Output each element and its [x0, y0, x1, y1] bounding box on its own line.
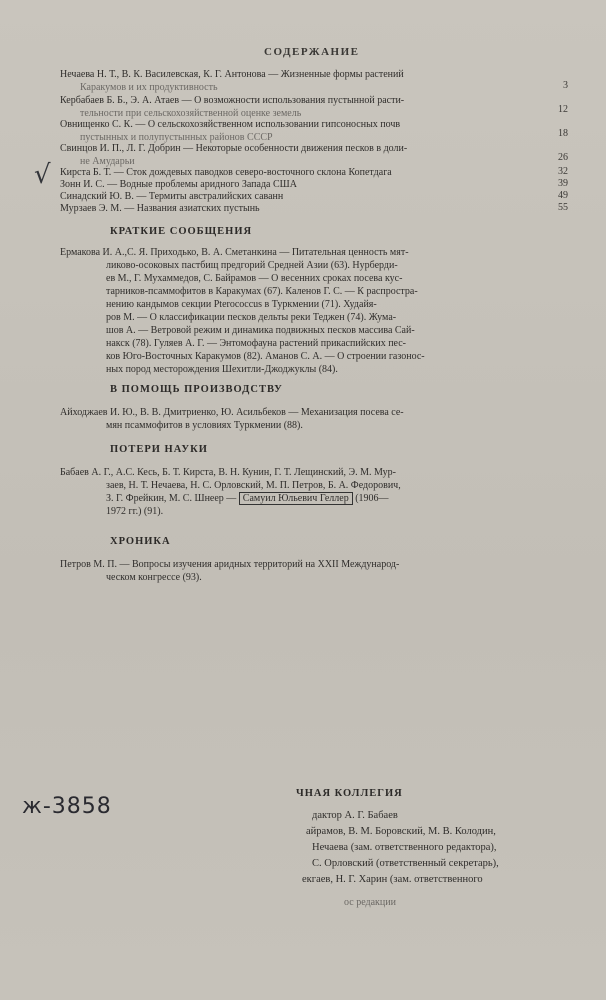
contents-entry-line: Свинцов И. П., Л. Г. Добрин — Некоторые особенности движения песков в доли-	[60, 143, 408, 154]
text-line: накск (78). Гуляев А. Г. — Энтомофауна растений прикаспийских пес-	[106, 338, 407, 349]
contents-page: 39	[558, 178, 568, 189]
contents-page: 55	[558, 202, 568, 213]
text-line: тарников-псаммофитов в Каракумах (67). Каленов Г. С. — К распростра-	[106, 286, 418, 297]
editorial-board-list	[302, 808, 499, 888]
text-line: дактор А. Г. Бабаев	[312, 810, 398, 821]
short-reports-title: КРАТКИЕ СООБЩЕНИЯ	[110, 226, 253, 237]
contents-page: 12	[558, 104, 568, 115]
science-losses-text	[60, 466, 401, 518]
contents-entry: Зонн И. С. — Водные проблемы аридного Запада США	[60, 179, 297, 190]
text-line: ков Юго-Восточных Каракумов (82). Аманов С. А. — О строении газонос-	[106, 351, 425, 362]
contents-entry-line: Каракумов и их продуктивность	[80, 82, 218, 93]
contents-entry-line: Овнищенко С. К. — О сельскохозяйственном использовании гипсоносных почв	[60, 119, 401, 130]
text-line: Нечаева (зам. ответственного редактора),	[312, 842, 497, 853]
short-reports-text	[60, 246, 425, 376]
contents-page: 49	[558, 190, 568, 201]
text-line: ев М., Г. Мухаммедов, С. Байрамов — О весенних сроках посева кус-	[106, 273, 403, 284]
chronicle-title: ХРОНИКА	[110, 536, 171, 547]
contents-entry	[60, 142, 407, 168]
contents-entry: Синадский Ю. В. — Термиты австралийских саванн	[60, 191, 284, 202]
contents-page: 3	[563, 80, 568, 91]
production-help-text	[60, 406, 404, 432]
boxed-name: Самуил Юльевич Геллер	[239, 492, 353, 505]
contents-entry-line: не Амударьи	[80, 156, 135, 167]
contents-page: 26	[558, 152, 568, 163]
science-losses-title: ПОТЕРИ НАУКИ	[110, 444, 208, 455]
production-help-title: В ПОМОЩЬ ПРОИЗВОДСТВУ	[110, 384, 283, 395]
text-line: нению кандымов секции Pterococcus в Туркмении (71). Худайя-	[106, 299, 377, 310]
text-line: ров М. — О классификации песков дельты реки Теджен (74). Жума-	[106, 312, 397, 323]
contents-entry-line: тельности при сельскохозяйственной оценке земель	[80, 108, 302, 119]
contents-entry-line: пустынных и полупустынных районов СССР	[80, 132, 273, 143]
contents-entry-line: Нечаева Н. Т., В. К. Василевская, К. Г. Антонова — Жизненные формы растений	[60, 69, 404, 80]
text-line: С. Орловский (ответственный секретарь),	[312, 858, 499, 869]
chronicle-text	[60, 558, 399, 584]
text-line: ликово-осоковых пастбищ предгорий Средней Азии (63). Нурберди-	[106, 260, 398, 271]
text-line: 1972 гг.) (91).	[106, 506, 164, 517]
text-line: заев, Н. Т. Нечаева, Н. С. Орловский, М. П. Петров, Б. А. Федорович,	[106, 480, 401, 491]
contents-page: 32	[558, 166, 568, 177]
editorial-footer: ос редакции	[344, 897, 396, 908]
contents-entry: Мурзаев Э. М. — Названия азиатских пустынь	[60, 203, 260, 214]
contents-entry: Кирста Б. Т. — Сток дождевых паводков северо-восточного склона Копетдага	[60, 167, 392, 178]
contents-entry-line: Кербабаев Б. Б., Э. А. Атаев — О возможности использования пустынной расти-	[60, 95, 405, 106]
text-line: екгаев, Н. Г. Харин (зам. ответственного	[302, 874, 483, 885]
handwritten-mark: ж-3858	[22, 794, 112, 819]
text-line: Айходжаев И. Ю., В. В. Дмитриенко, Ю. Асильбеков — Механизация посева се-	[60, 407, 404, 418]
text-line: ных пород месторождения Шехитли-Джоджуклы (84).	[106, 364, 338, 375]
contents-entry	[60, 94, 404, 120]
text-line: Петров М. П. — Вопросы изучения аридных территорий на XXII Международ-	[60, 559, 400, 570]
contents-page: 18	[558, 128, 568, 139]
text-line: ческом конгрессе (93).	[106, 572, 202, 583]
contents-title: СОДЕРЖАНИЕ	[264, 46, 360, 58]
text-line: шов А. — Ветровой режим и динамика подвижных песков массива Сай-	[106, 325, 415, 336]
text-line: Ермакова И. А.,С. Я. Приходько, В. А. Сметанкина — Питательная ценность мят-	[60, 247, 409, 258]
contents-entry	[60, 118, 400, 144]
text-line: мян псаммофитов в условиях Туркмении (88).	[106, 420, 303, 431]
text-line: айрамов, В. М. Боровский, М. В. Колодин,	[306, 826, 496, 837]
text-line: (1906—	[355, 493, 389, 504]
contents-entry	[60, 68, 404, 94]
text-line: Бабаев А. Г., А.С. Кесь, Б. Т. Кирста, В. Н. Кунин, Г. Т. Лещинский, Э. М. Мур-	[60, 467, 396, 478]
check-mark-icon: √	[34, 160, 51, 190]
text-line: З. Г. Фрейкин, М. С. Шнеер —	[106, 493, 237, 504]
editorial-board-title: ЧНАЯ КОЛЛЕГИЯ	[296, 788, 403, 799]
